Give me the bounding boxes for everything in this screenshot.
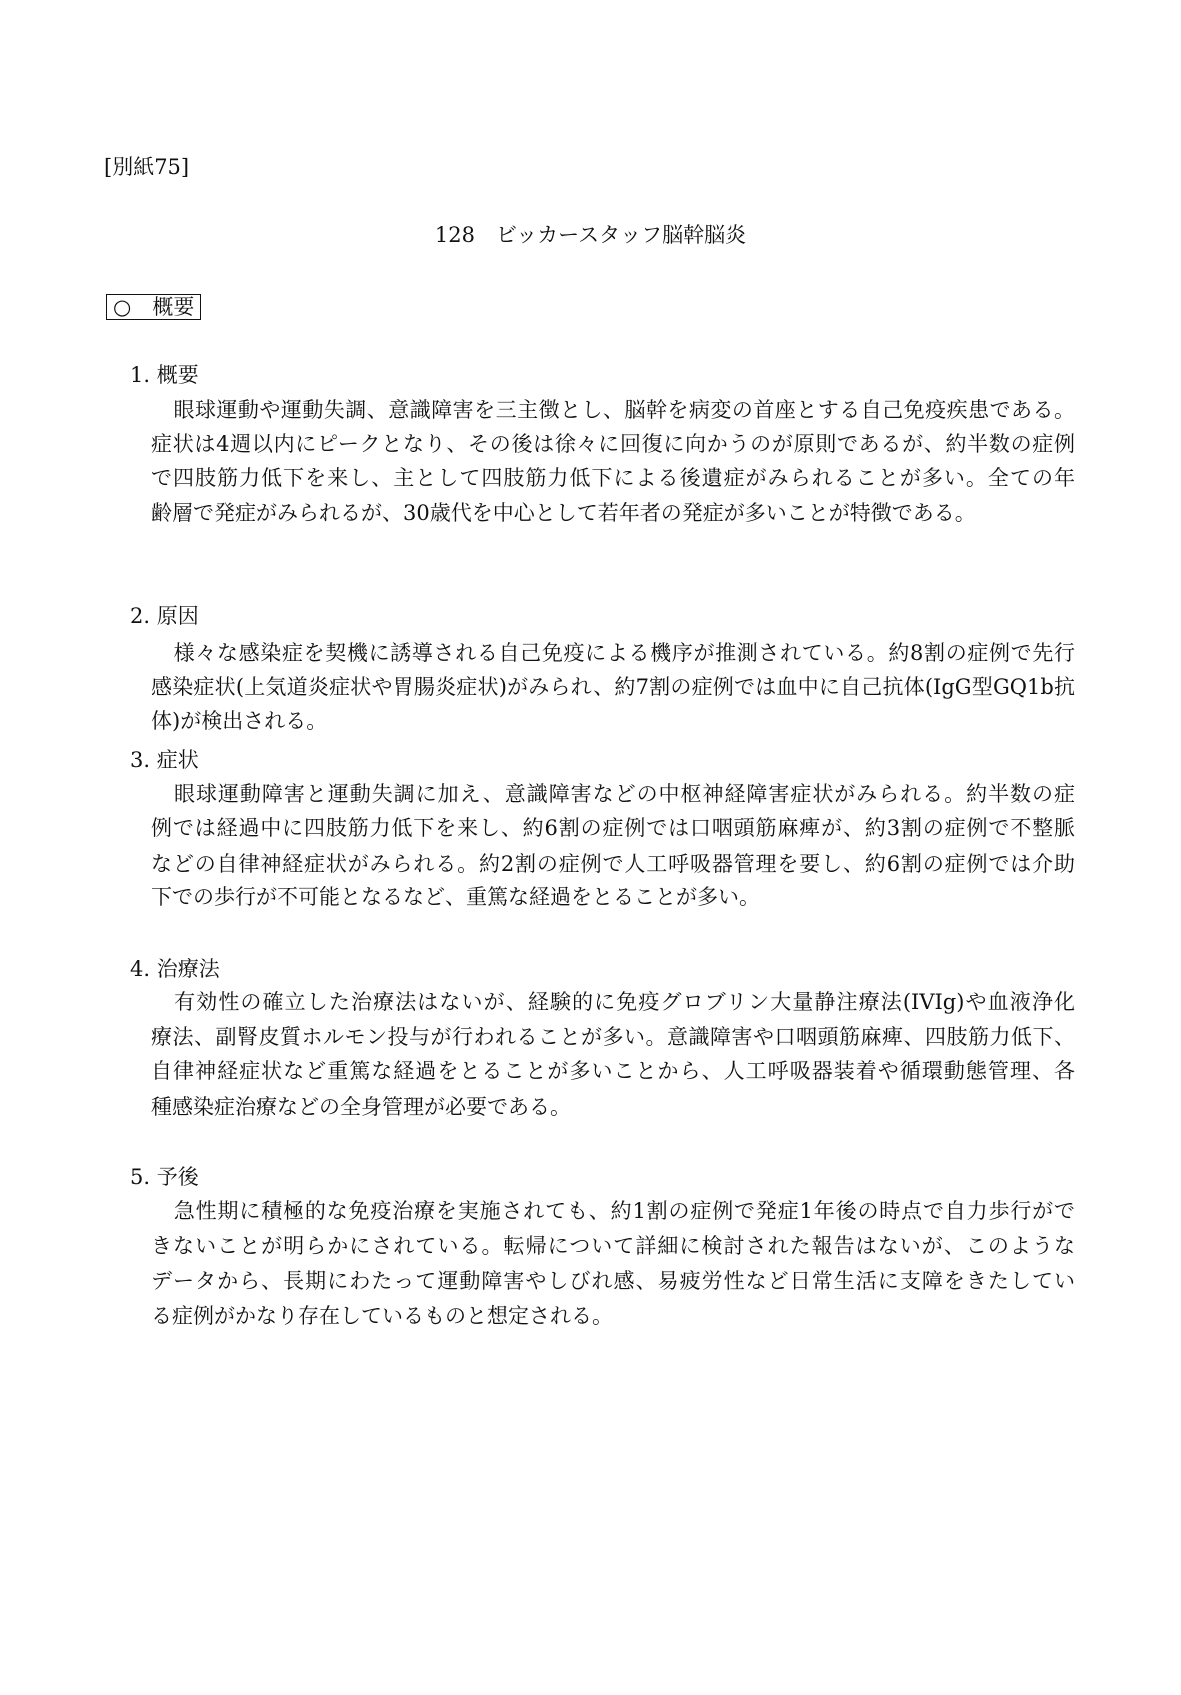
paragraph-line: 例では経過中に四肢筋力低下を来し、約6割の症例では口咽頭筋麻痺が、約3割の症例で不整脈 (151, 816, 1075, 840)
paragraph-line: 種感染症治療などの全身管理が必要である。 (151, 1095, 571, 1119)
section-heading: 2. 原因 (130, 604, 199, 628)
paragraph-line: 下での歩行が不可能となるなど、重篤な経過をとることが多い。 (151, 885, 760, 909)
paragraph-line: 症状は4週以内にピークとなり、その後は徐々に回復に向かうのが原則であるが、約半数の症例 (151, 432, 1075, 456)
section-heading: 4. 治療法 (130, 957, 220, 981)
section-heading: 3. 症状 (130, 748, 199, 772)
paragraph-line: 療法、副腎皮質ホルモン投与が行われることが多い。意識障害や口咽頭筋麻痺、四肢筋力低下、 (151, 1025, 1075, 1049)
paragraph-line: 有効性の確立した治療法はないが、経験的に免疫グロブリン大量静注療法(IVIg)や血液浄化 (173, 990, 1075, 1014)
attachment-label: [別紙75] (104, 155, 190, 179)
paragraph-line: 眼球運動や運動失調、意識障害を三主徴とし、脳幹を病変の首座とする自己免疫疾患である。 (173, 398, 1075, 422)
paragraph-line: 齢層で発症がみられるが、30歳代を中心として若年者の発症が多いことが特徴である。 (151, 501, 976, 525)
paragraph-line: 眼球運動障害と運動失調に加え、意識障害などの中枢神経障害症状がみられる。約半数の症 (173, 782, 1075, 806)
paragraph-line: きないことが明らかにされている。転帰について詳細に検討された報告はないが、このような (151, 1234, 1075, 1258)
paragraph-line: る症例がかなり存在しているものと想定される。 (151, 1304, 613, 1328)
paragraph-line: などの自律神経症状がみられる。約2割の症例で人工呼吸器管理を要し、約6割の症例では介助 (151, 852, 1075, 876)
section-box-overview: ○ 概要 (106, 294, 201, 320)
paragraph-line: データから、長期にわたって運動障害やしびれ感、易疲労性など日常生活に支障をきたしてい (151, 1269, 1075, 1293)
paragraph-line: で四肢筋力低下を来し、主として四肢筋力低下による後遺症がみられることが多い。全ての年 (151, 466, 1075, 490)
paragraph-line: 急性期に積極的な免疫治療を実施されても、約1割の症例で発症1年後の時点で自力歩行がで (173, 1199, 1075, 1223)
section-heading: 5. 予後 (130, 1165, 199, 1189)
section-heading: 1. 概要 (130, 363, 199, 387)
paragraph-line: 体)が検出される。 (151, 709, 328, 733)
page-title: 128 ビッカースタッフ脳幹脳炎 (434, 223, 747, 247)
paragraph-line: 感染症状(上気道炎症状や胃腸炎症状)がみられ、約7割の症例では血中に自己抗体(IgG型GQ1b抗 (151, 675, 1075, 699)
paragraph-line: 様々な感染症を契機に誘導される自己免疫による機序が推測されている。約8割の症例で先行 (173, 641, 1075, 665)
paragraph-line: 自律神経症状など重篤な経過をとることが多いことから、人工呼吸器装着や循環動態管理、各 (151, 1059, 1075, 1083)
